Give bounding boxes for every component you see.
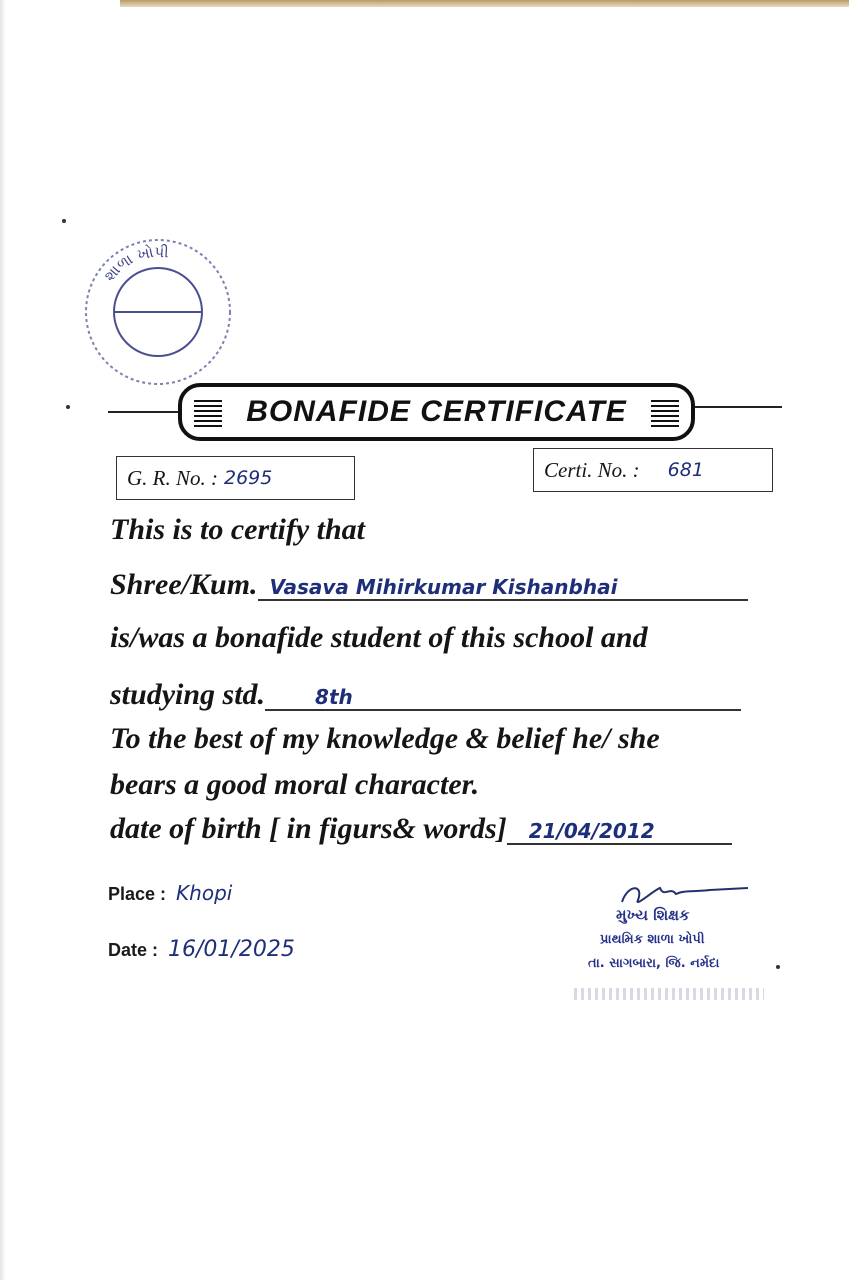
paper-top-edge (120, 0, 849, 7)
title-banner (178, 383, 695, 441)
gr-number-box (116, 456, 355, 500)
character-statement-2: bears a good moral character. (110, 768, 480, 801)
banner-stripes-right (651, 400, 679, 428)
student-name-label: Shree/Kum. (110, 568, 258, 601)
gr-number-label: G. R. No. : (127, 465, 218, 490)
date-line (108, 937, 295, 962)
standard-value: 8th (265, 685, 741, 711)
page-title: BONAFIDE CERTIFICATE (246, 395, 627, 428)
standard-label: studying std. (110, 678, 266, 711)
paper-speck (62, 219, 66, 223)
certify-intro: This is to certify that (110, 513, 365, 546)
date-of-birth-line (110, 812, 732, 846)
certificate-number-box (533, 448, 773, 492)
date-value: 16/01/2025 (168, 937, 295, 962)
seal-text: શાળા ખોપી (100, 242, 170, 285)
title-rule-left (108, 411, 180, 413)
certificate-number-value: 681 (667, 459, 704, 481)
student-name-line (110, 568, 748, 602)
character-statement-1: To the best of my knowledge & belief he/ she (110, 722, 660, 755)
stamp-smudge (574, 988, 764, 1000)
gr-number-value: 2695 (224, 467, 273, 489)
title-rule-right (694, 406, 782, 408)
date-of-birth-value: 21/04/2012 (507, 819, 732, 845)
student-name-value: Vasava Mihirkumar Kishanbhai (258, 575, 748, 601)
school-name-stamp: પ્રાથમિક શાળા ખોપી (600, 932, 705, 947)
date-label: Date : (108, 940, 159, 960)
school-seal-stamp (78, 232, 238, 392)
paper-speck (66, 405, 70, 409)
headmaster-stamp (574, 880, 784, 1005)
headmaster-title: મુખ્ય શિક્ષક (616, 906, 690, 924)
date-of-birth-label: date of birth [ in figurs& words] (110, 812, 507, 845)
certificate-number-label: Certi. No. : (544, 457, 640, 482)
standard-line (110, 678, 741, 712)
svg-text:શાળા ખોપી (100, 243, 169, 285)
banner-stripes-left (194, 400, 222, 428)
place-label: Place : (108, 884, 167, 904)
place-value: Khopi (176, 881, 233, 905)
place-line (108, 881, 232, 905)
paper-left-shadow (0, 0, 6, 1280)
school-address-stamp: તા. સાગબારા, જિ. નર્મદા (588, 956, 720, 971)
bonafide-statement: is/was a bonafide student of this school and (110, 621, 648, 654)
